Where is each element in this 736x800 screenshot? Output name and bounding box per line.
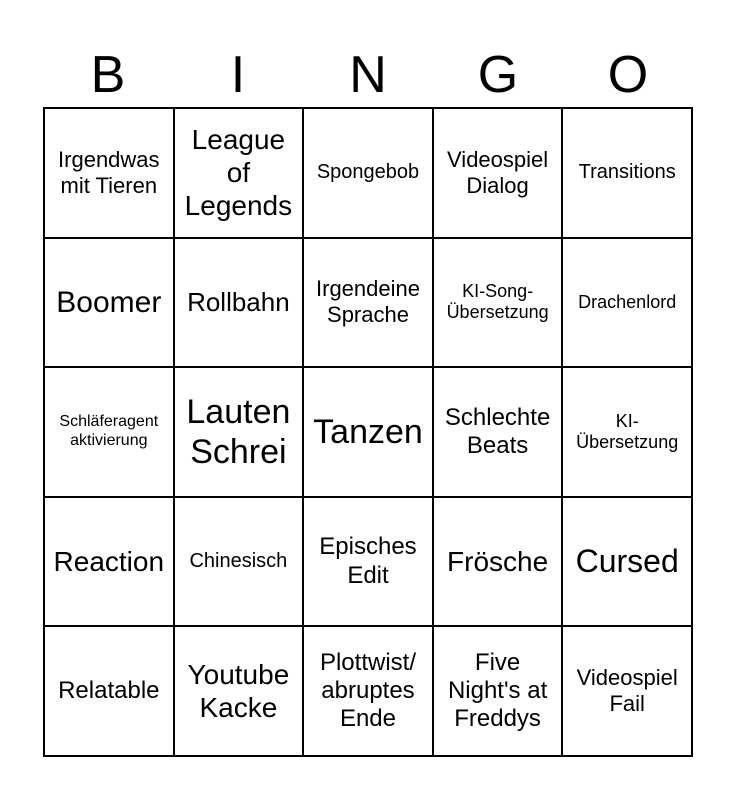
bingo-cell[interactable] <box>175 239 305 369</box>
bingo-cell[interactable] <box>304 498 434 628</box>
bingo-cell[interactable] <box>434 627 564 757</box>
bingo-cell[interactable] <box>563 498 693 628</box>
bingo-cell[interactable] <box>45 627 175 757</box>
bingo-cell[interactable] <box>563 368 693 498</box>
bingo-cell[interactable] <box>304 368 434 498</box>
cell-label: Boomer <box>56 285 162 319</box>
bingo-cell[interactable] <box>434 239 564 369</box>
cell-label: Tanzen <box>313 412 423 451</box>
cell-label: Lauten Schrei <box>186 392 291 471</box>
cell-label: Rollbahn <box>187 287 290 318</box>
cell-label: Videospiel Fail <box>576 665 678 717</box>
cell-label: KI-Übersetzung <box>576 410 679 452</box>
bingo-cell[interactable] <box>434 498 564 628</box>
bingo-cell[interactable] <box>45 109 175 239</box>
bingo-cell[interactable] <box>563 239 693 369</box>
bingo-cell[interactable] <box>175 498 305 628</box>
cell-label: Schlechte Beats <box>444 403 551 459</box>
cell-label: Frösche <box>447 546 549 578</box>
header-letter-o: O <box>607 46 649 104</box>
bingo-cell[interactable] <box>434 109 564 239</box>
bingo-cell[interactable] <box>304 627 434 757</box>
cell-label: Videospiel Dialog <box>447 146 549 198</box>
cell-label: Spongebob <box>316 161 420 183</box>
bingo-cell[interactable] <box>304 239 434 369</box>
cell-label: Chinesisch <box>189 549 288 572</box>
bingo-cell[interactable] <box>304 109 434 239</box>
cell-label: Transitions <box>578 161 676 183</box>
bingo-cell[interactable] <box>175 627 305 757</box>
cell-label: Irgendeine Sprache <box>316 276 420 328</box>
cell-label: League of Legends <box>184 124 293 222</box>
bingo-cell[interactable] <box>563 109 693 239</box>
cell-label: Drachenlord <box>578 291 677 312</box>
cell-label: Relatable <box>58 677 160 705</box>
cell-label: Cursed <box>575 542 679 579</box>
cell-label: Reaction <box>53 546 165 578</box>
bingo-cell[interactable] <box>175 368 305 498</box>
bingo-cell[interactable] <box>434 368 564 498</box>
cell-label: Schläferagent aktivierung <box>59 413 159 449</box>
bingo-cell[interactable] <box>45 368 175 498</box>
header-letter-i: I <box>230 46 246 104</box>
bingo-cell[interactable] <box>45 239 175 369</box>
bingo-header <box>43 44 693 106</box>
cell-label: Irgendwas mit Tieren <box>58 146 160 198</box>
header-letter-b: B <box>90 46 126 104</box>
header-letter-n: N <box>349 46 387 104</box>
bingo-cell[interactable] <box>563 627 693 757</box>
cell-label: Youtube Kacke <box>187 659 290 724</box>
cell-label: Plottwist/ abruptes Ende <box>319 648 416 733</box>
cell-label: KI-Song-Übersetzung <box>446 281 549 323</box>
cell-label: Episches Edit <box>319 533 417 589</box>
bingo-cell[interactable] <box>175 109 305 239</box>
cell-label: Five Night's at Freddys <box>447 648 548 733</box>
header-letter-g: G <box>477 46 519 104</box>
bingo-cell[interactable] <box>45 498 175 628</box>
bingo-grid <box>43 107 693 757</box>
